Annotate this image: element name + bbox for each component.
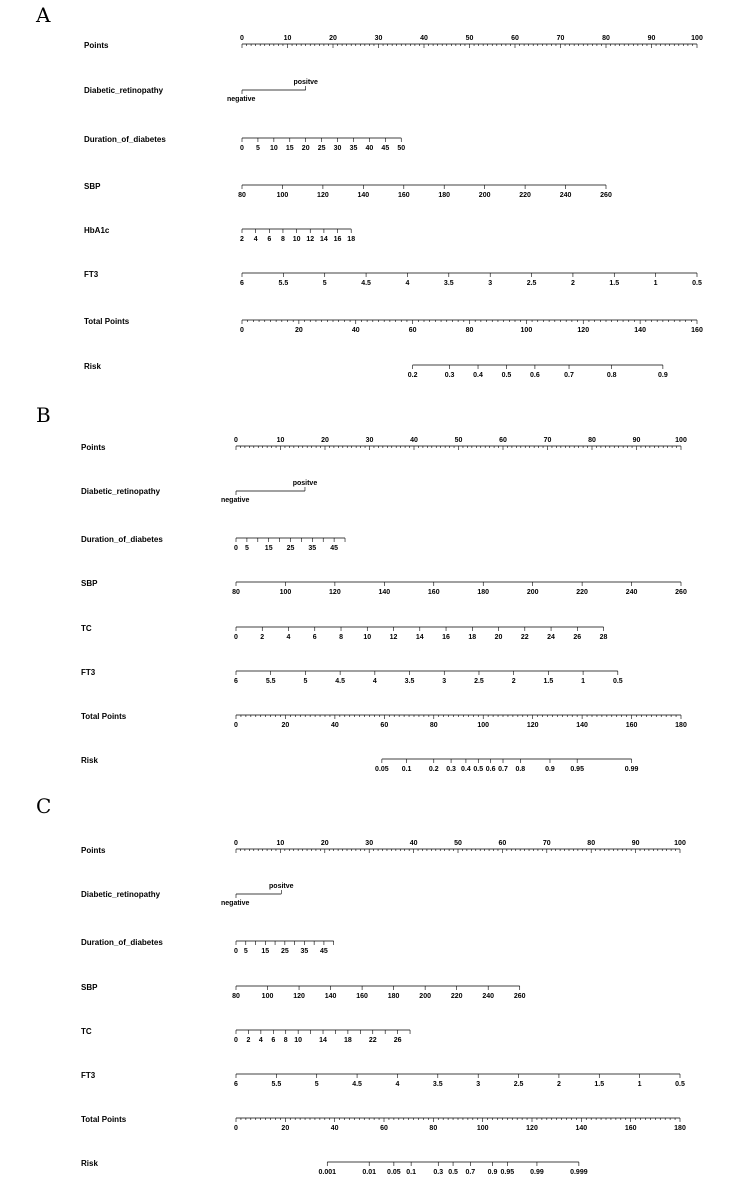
tick-label: 20 [494,634,503,641]
tick-label: 160 [427,589,440,596]
tick-label: 180 [387,993,400,1000]
tick-label: 10 [283,35,292,42]
tick-label: 80 [238,192,246,199]
tick-label: 100 [675,437,687,444]
tick-label: 160 [356,993,368,1000]
tick-label: 0 [234,840,238,847]
tick-label: 120 [317,192,329,199]
tick-label: 20 [321,437,329,444]
tick-label: 0.9 [545,766,555,773]
tick-label: 30 [365,840,374,847]
tick-label: 240 [625,589,638,596]
tick-label: 35 [308,545,317,552]
tick-label: 50 [454,840,462,847]
tick-label: 0 [234,1125,238,1132]
tick-label: 4 [286,634,291,641]
row-ft3 [81,1071,685,1088]
row-label: Duration_of_diabetes [81,535,163,544]
row-label: Duration_of_diabetes [81,938,163,947]
tick-label: 40 [409,840,418,847]
tick-label: 40 [365,145,374,152]
row-label: Total Points [81,1115,127,1124]
tick-label: 260 [600,192,612,199]
tick-label: 100 [261,993,274,1000]
tick-label: 35 [300,948,309,955]
tick-label: 3 [442,678,447,685]
tick-label: 0.9 [487,1169,498,1176]
row-points [81,840,686,855]
tick-label: 260 [513,993,526,1000]
tick-label: 2 [570,280,575,287]
tick-label: 6 [240,280,244,287]
row-points [84,35,703,50]
row-label: Points [81,846,106,855]
tick-label: 16 [442,634,450,641]
row-total-points [81,1115,686,1132]
tick-label: 40 [420,35,428,42]
panel-c [36,794,686,1176]
panel-a [35,3,703,379]
tick-label: 100 [279,589,292,596]
tick-label: 1 [653,280,658,287]
tick-label: 2.5 [513,1081,524,1088]
tick-label: 4.5 [361,280,371,287]
tick-label: positve [269,883,294,890]
tick-label: 1.5 [594,1081,605,1088]
tick-label: 0 [234,634,238,641]
tick-label: 0.7 [465,1169,476,1176]
tick-label: positve [293,79,318,86]
tick-label: 0.7 [564,372,574,379]
tick-label: 1.5 [543,678,554,685]
tick-label: 0.6 [530,372,540,379]
tick-label: 240 [559,192,572,199]
tick-label: 180 [675,722,687,729]
row-diabetic-retinopathy [81,480,317,504]
row-duration-of-diabetes [84,135,405,152]
row-label: FT3 [81,1071,96,1080]
row-label: TC [81,1027,92,1036]
tick-label: 0.1 [401,766,412,773]
tick-label: 160 [624,1125,637,1132]
row-label: Duration_of_diabetes [84,135,166,144]
row-label: SBP [81,579,98,588]
tick-label: 120 [577,327,590,334]
tick-label: 200 [419,993,431,1000]
tick-label: 0.999 [570,1169,588,1176]
tick-label: 18 [347,236,356,243]
tick-label: 4 [258,1037,263,1044]
tick-label: 0.3 [433,1169,444,1176]
tick-label: 30 [374,35,383,42]
tick-label: 1 [581,678,586,685]
tick-label: 0.4 [473,372,483,379]
tick-label: 2 [260,634,265,641]
tick-label: 20 [301,145,310,152]
row-label: Points [81,443,106,452]
tick-label: 12 [306,236,315,243]
tick-label: 10 [269,145,278,152]
tick-label: 26 [573,634,582,641]
tick-label: 0.01 [362,1169,377,1176]
tick-label: 0.5 [501,372,512,379]
row-ft3 [84,270,702,287]
row-label: Risk [81,756,98,765]
tick-label: 8 [283,1037,288,1044]
tick-label: 0 [234,948,238,955]
tick-label: 2.5 [474,678,484,685]
tick-label: 0.5 [612,678,623,685]
tick-label: 45 [381,145,390,152]
row-risk [81,756,638,773]
tick-label: 5 [243,948,248,955]
tick-label: 80 [602,35,610,42]
tick-label: 0.95 [570,766,584,773]
tick-label: 80 [232,589,240,596]
tick-label: 80 [587,840,596,847]
tick-label: 35 [349,145,358,152]
tick-label: 3.5 [404,678,415,685]
row-label: Risk [81,1159,98,1168]
tick-label: 70 [556,35,565,42]
panel-letter: C [36,794,52,818]
tick-label: 0 [240,35,244,42]
row-total-points [81,712,687,729]
row-hba1c [84,226,355,243]
tick-label: negative [221,900,250,907]
row-risk [84,362,668,379]
tick-label: 100 [674,840,686,847]
tick-label: 60 [408,327,417,334]
tick-label: 20 [294,327,303,334]
tick-label: 180 [674,1125,686,1132]
tick-label: 25 [286,545,295,552]
row-label: SBP [84,182,101,191]
tick-label: 120 [293,993,305,1000]
tick-label: 2.5 [526,280,537,287]
tick-label: 80 [588,437,596,444]
row-label: Risk [84,362,101,371]
tick-label: 45 [330,545,339,552]
tick-label: 180 [438,192,451,199]
tick-label: 25 [317,145,326,152]
tick-label: 60 [498,840,507,847]
tick-label: 0.001 [318,1169,337,1176]
tick-label: 5.5 [278,280,289,287]
tick-label: 0.2 [428,766,439,773]
tick-label: 24 [547,634,555,641]
tick-label: 50 [397,145,406,152]
tick-label: 14 [319,1037,327,1044]
tick-label: 2 [511,678,516,685]
tick-label: 40 [351,327,360,334]
tick-label: 60 [380,722,389,729]
tick-label: 0.5 [448,1169,458,1176]
tick-label: 160 [397,192,410,199]
tick-label: 80 [465,327,474,334]
tick-label: 0.9 [658,372,668,379]
tick-label: 50 [465,35,474,42]
row-tc [81,624,608,641]
tick-label: 100 [691,35,703,42]
row-diabetic-retinopathy [84,79,318,103]
tick-label: 90 [647,35,656,42]
row-duration-of-diabetes [81,535,345,552]
tick-label: 20 [281,1125,290,1132]
tick-label: 120 [526,1125,538,1132]
tick-label: 0.4 [461,766,471,773]
tick-label: 0 [240,327,244,334]
tick-label: 14 [320,236,328,243]
tick-label: 220 [519,192,531,199]
tick-label: 140 [378,589,391,596]
row-total-points [84,317,703,334]
tick-label: 8 [280,236,285,243]
tick-label: 0.99 [530,1169,544,1176]
tick-label: 10 [294,1037,303,1044]
tick-label: 4 [395,1081,400,1088]
tick-label: 140 [357,192,370,199]
tick-label: 100 [477,722,490,729]
tick-label: 10 [276,437,285,444]
tick-label: 10 [363,634,372,641]
tick-label: 18 [468,634,477,641]
panel-b [36,403,687,773]
tick-label: 5.5 [271,1081,282,1088]
row-label: Diabetic_retinopathy [81,890,161,899]
tick-label: 80 [232,993,240,1000]
tick-label: 8 [339,634,343,641]
tick-label: 0 [234,722,238,729]
tick-label: 28 [599,634,608,641]
tick-label: 20 [281,722,290,729]
row-label: SBP [81,983,98,992]
row-label: TC [81,624,92,633]
row-label: Diabetic_retinopathy [81,487,161,496]
tick-label: 50 [454,437,463,444]
tick-label: 5 [244,545,249,552]
row-sbp [84,182,612,199]
tick-label: 200 [526,589,539,596]
tick-label: 6 [267,236,272,243]
row-label: Total Points [84,317,130,326]
tick-label: 100 [276,192,289,199]
tick-label: positve [292,480,318,487]
tick-label: 40 [330,722,339,729]
tick-label: 1 [637,1081,642,1088]
tick-label: 0 [234,437,238,444]
row-label: HbA1c [84,226,110,235]
tick-label: 20 [320,840,329,847]
tick-label: 140 [576,722,588,729]
tick-label: 0.8 [606,372,617,379]
tick-label: 10 [292,236,301,243]
tick-label: 40 [410,437,418,444]
tick-label: 0 [234,545,238,552]
tick-label: 0.7 [498,766,508,773]
tick-label: 200 [478,192,491,199]
tick-label: 0.2 [407,372,418,379]
tick-label: 4.5 [352,1081,362,1088]
tick-label: 140 [575,1125,588,1132]
tick-label: 3.5 [432,1081,443,1088]
tick-label: 6 [234,678,238,685]
tick-label: 70 [543,437,552,444]
tick-label: 180 [477,589,490,596]
row-label: Total Points [81,712,127,721]
tick-label: 160 [691,327,703,334]
tick-label: 26 [393,1037,402,1044]
tick-label: 45 [320,948,328,955]
tick-label: 25 [280,948,289,955]
tick-label: 0.6 [485,766,496,773]
tick-label: 0.3 [444,372,455,379]
tick-label: 0 [240,145,244,152]
tick-label: 0 [234,1037,238,1044]
tick-label: 90 [631,840,640,847]
row-label: Diabetic_retinopathy [84,86,164,95]
tick-label: 240 [482,993,495,1000]
tick-label: 120 [329,589,341,596]
tick-label: 14 [415,634,424,641]
tick-label: 3.5 [443,280,454,287]
row-ft3 [81,668,623,685]
tick-label: 5 [322,280,327,287]
tick-label: 5 [255,145,260,152]
tick-label: 0.8 [515,766,526,773]
tick-label: 15 [264,545,273,552]
panel-letter: A [36,3,51,27]
tick-label: 5 [314,1081,319,1088]
tick-label: 4 [253,236,258,243]
tick-label: 6 [271,1037,276,1044]
tick-label: 3 [488,280,493,287]
tick-label: 60 [511,35,519,42]
tick-label: 80 [429,722,438,729]
tick-label: 4.5 [335,678,345,685]
tick-label: 160 [625,722,638,729]
tick-label: 70 [542,840,551,847]
tick-label: 220 [576,589,588,596]
tick-label: 4 [405,280,410,287]
tick-label: 0.1 [406,1169,417,1176]
tick-label: 140 [324,993,337,1000]
panel-letter: B [36,403,51,427]
row-label: Points [84,41,109,50]
row-duration-of-diabetes [81,938,334,955]
tick-label: 100 [520,327,533,334]
tick-label: 2 [556,1081,561,1088]
tick-label: 16 [333,236,342,243]
tick-label: 10 [276,840,285,847]
tick-label: 0.05 [375,766,389,773]
tick-label: 0.99 [624,766,639,773]
tick-label: 18 [343,1037,352,1044]
tick-label: 120 [526,722,539,729]
row-label: FT3 [84,270,99,279]
tick-label: negative [227,96,256,103]
tick-label: 0.3 [446,766,456,773]
tick-label: 22 [520,634,529,641]
tick-label: 100 [476,1125,489,1132]
tick-label: 220 [450,993,463,1000]
tick-label: 6 [312,634,317,641]
tick-label: negative [221,497,250,504]
tick-label: 20 [329,35,337,42]
row-risk [81,1159,588,1176]
tick-label: 0.5 [473,766,484,773]
row-label: FT3 [81,668,96,677]
tick-label: 0.5 [675,1081,685,1088]
tick-label: 5.5 [265,678,276,685]
tick-label: 1.5 [609,280,620,287]
tick-label: 15 [285,145,294,152]
tick-label: 0.5 [692,280,702,287]
tick-label: 4 [372,678,377,685]
tick-label: 6 [234,1081,238,1088]
tick-label: 2 [240,236,244,243]
tick-label: 80 [429,1125,438,1132]
row-sbp [81,579,687,596]
tick-label: 22 [368,1037,377,1044]
row-tc [81,1027,410,1044]
tick-label: 90 [632,437,641,444]
tick-label: 2 [246,1037,251,1044]
tick-label: 60 [499,437,507,444]
tick-label: 5 [303,678,308,685]
tick-label: 260 [675,589,687,596]
tick-label: 3 [476,1081,481,1088]
tick-label: 12 [389,634,398,641]
tick-label: 0.05 [387,1169,401,1176]
tick-label: 140 [634,327,646,334]
tick-label: 60 [380,1125,388,1132]
row-points [81,437,687,452]
tick-label: 40 [330,1125,339,1132]
tick-label: 30 [333,145,342,152]
tick-label: 15 [261,948,270,955]
tick-label: 30 [365,437,374,444]
row-diabetic-retinopathy [81,883,294,907]
tick-label: 0.95 [500,1169,515,1176]
row-sbp [81,983,526,1000]
